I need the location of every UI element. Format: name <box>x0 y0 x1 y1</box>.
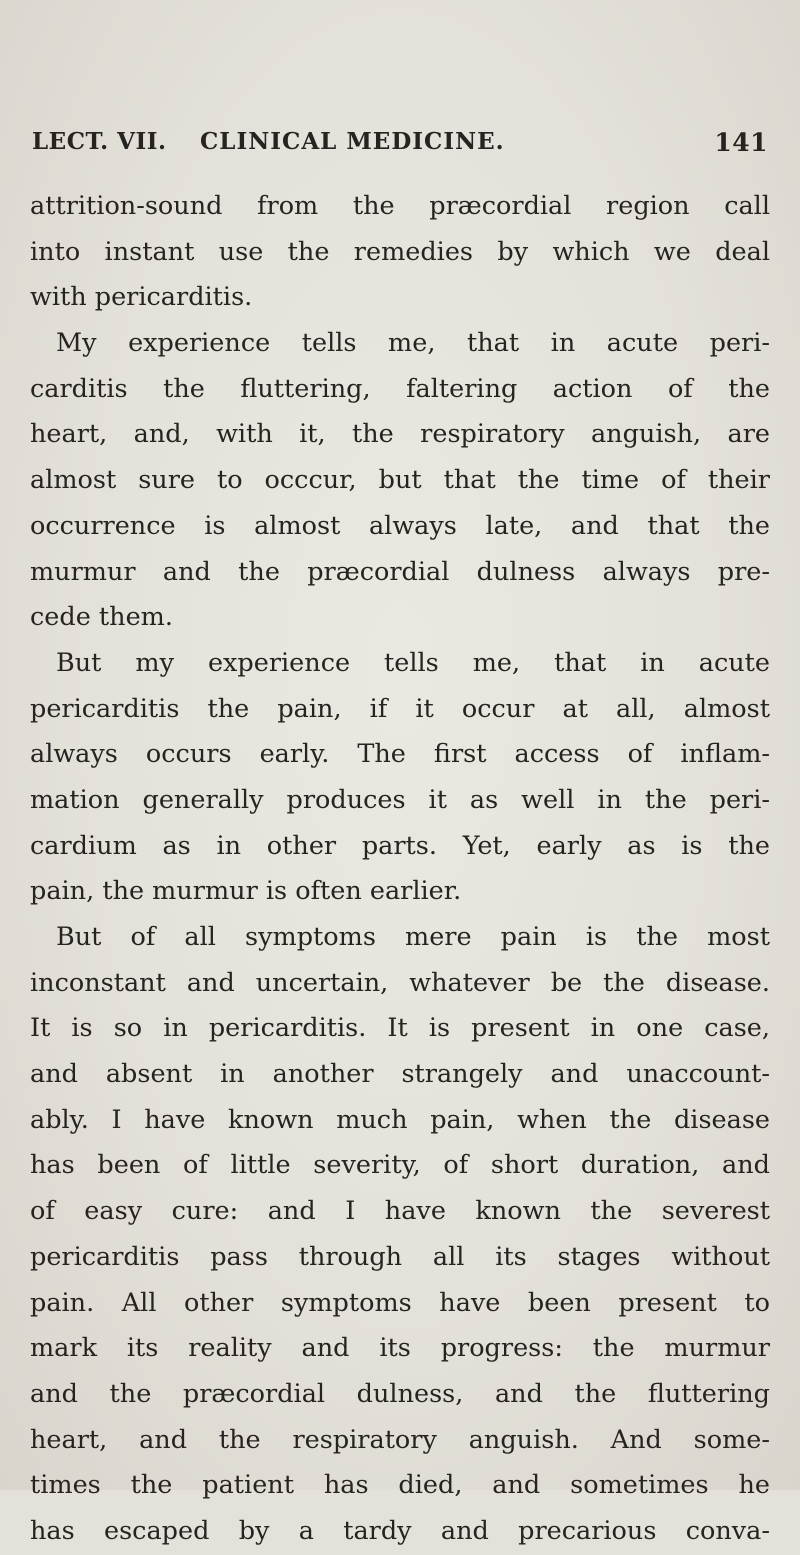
text-line: inconstant and uncertain, whatever be the disease. <box>30 967 770 998</box>
running-head <box>32 128 768 162</box>
text-line: cardium as in other parts. Yet, early as is the <box>30 830 770 861</box>
text-line: But of all symptoms mere pain is the most <box>56 922 770 952</box>
book-title: CLINICAL MEDICINE. <box>200 128 505 155</box>
text-line: murmur and the præcordial dulness always pre- <box>30 556 770 587</box>
text-line: pain, the murmur is often earlier. <box>30 876 462 907</box>
page-number: 141 <box>714 128 768 157</box>
lecture-number: LECT. VII. <box>32 128 167 155</box>
text-line: mark its reality and its progress: the murmur <box>30 1333 770 1364</box>
text-line: of easy cure: and I have known the severest <box>30 1196 770 1227</box>
text-line: and absent in another strangely and unaccount- <box>30 1059 770 1090</box>
text-line: times the patient has died, and sometimes he <box>30 1470 770 1501</box>
text-line: pericarditis the pain, if it occur at all, almost <box>30 693 770 724</box>
text-line: with pericarditis. <box>30 282 253 313</box>
text-line: into instant use the remedies by which we deal <box>30 236 770 267</box>
text-line: carditis the fluttering, faltering action of the <box>30 373 770 404</box>
text-line: has escaped by a tardy and precarious conva- <box>30 1515 770 1546</box>
text-line: pain. All other symptoms have been present to <box>30 1287 770 1318</box>
text-line: cede them. <box>30 602 173 633</box>
text-line: mation generally produces it as well in the peri- <box>30 784 770 815</box>
text-line: occurrence is almost always late, and that the <box>30 510 770 541</box>
text-line: heart, and the respiratory anguish. And some- <box>30 1424 770 1455</box>
body-text <box>30 184 770 1555</box>
text-line: has been of little severity, of short duration, and <box>30 1150 770 1181</box>
text-line: heart, and, with it, the respiratory anguish, are <box>30 419 770 450</box>
text-line: attrition-sound from the præcordial region call <box>30 191 770 221</box>
text-line: almost sure to occcur, but that the time of their <box>30 465 770 496</box>
text-line: pericarditis pass through all its stages without <box>30 1241 770 1272</box>
text-line: always occurs early. The first access of inflam- <box>30 739 770 770</box>
text-line: But my experience tells me, that in acute <box>56 647 770 678</box>
text-line: It is so in pericarditis. It is present in one case, <box>30 1013 770 1044</box>
text-line: ably. I have known much pain, when the disease <box>30 1104 770 1135</box>
text-line: My experience tells me, that in acute peri- <box>56 328 770 359</box>
text-line: and the præcordial dulness, and the fluttering <box>30 1378 770 1409</box>
